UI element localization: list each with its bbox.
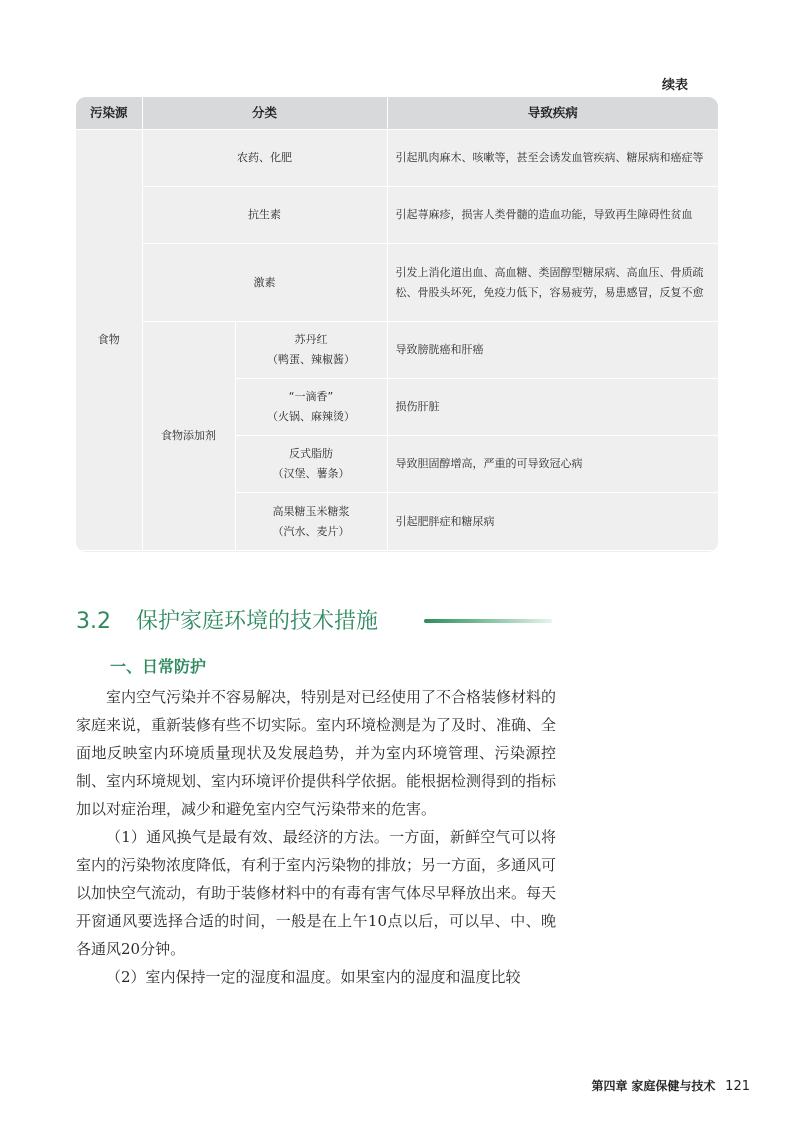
disease-cell: 损伤肝脏: [387, 379, 718, 436]
additive-cell: [235, 493, 387, 551]
table-row: [76, 130, 718, 187]
footer-chapter-title: 家庭保健与技术: [631, 1079, 716, 1093]
disease-cell: 引起肥胖症和糖尿病: [387, 493, 718, 551]
additive-name: “一滴香”: [288, 390, 334, 403]
table-row: [76, 244, 718, 322]
table-row: [76, 187, 718, 244]
source-cell: 食物: [76, 130, 142, 551]
paragraph: 室内空气污染并不容易解决，特别是对已经使用了不合格装修材料的家庭来说，重新装修有些不切实际。室内环境检测是为了及时、准确、全面地反映室内环境质量现状及发展趋势，并为室内环境管理、污染源控制、室内环境规划、室内环境评价提供科学依据。能根据检测得到的指标加以对症治理，减少和避免室内空气污染带来的危害。: [76, 688, 557, 818]
continued-label: 续表: [661, 78, 688, 93]
disease-cell: 引起肌肉麻木、咳嗽等，甚至会诱发血管疾病、糖尿病和癌症等: [387, 130, 718, 187]
header-disease: 导致疾病: [387, 97, 718, 130]
table-header-row: [76, 97, 718, 130]
additive-cell: [235, 379, 387, 436]
category-cell: 农药、化肥: [142, 130, 387, 187]
section-title-rule: [424, 619, 552, 623]
header-category: 分类: [142, 97, 387, 130]
subsection-title: 一、日常防护: [110, 657, 207, 676]
disease-cell: 导致胆固醇增高，严重的可导致冠心病: [387, 436, 718, 493]
header-source: 污染源: [76, 97, 142, 130]
additive-name: 高果糖玉米糖浆: [272, 504, 350, 518]
pollution-table: [76, 97, 718, 552]
disease-cell: 引发上消化道出血、高血糖、类固醇型糖尿病、高血压、骨质疏松、骨股头坏死，免疫力低下，容易疲劳，易患感冒，反复不愈: [387, 244, 718, 322]
disease-cell: 导致膀胱癌和肝癌: [387, 322, 718, 379]
page-footer: [520, 1077, 750, 1094]
page-number: 121: [725, 1079, 750, 1094]
additive-name: 苏丹红: [294, 333, 328, 346]
body-text: [76, 683, 556, 991]
additive-name: 反式脂肪: [289, 447, 333, 460]
footer-chapter: 第四章: [591, 1079, 628, 1093]
table-row: [76, 322, 718, 379]
paragraph: （1）通风换气是最有效、最经济的方法。一方面，新鲜空气可以将室内的污染物浓度降低，有利于室内污染物的排放；另一方面，多通风可以加快空气流动，有助于装修材料中的有毒有害气体尽早释放出来。每天开窗通风要选择合适的时间，一般是在上午10点以后，可以早、中、晚各通风20分钟。: [76, 828, 557, 958]
category-cell: 抗生素: [142, 187, 387, 244]
section-number: 3.2: [76, 609, 111, 634]
additive-cell: [235, 436, 387, 493]
paragraph: （2）室内保持一定的湿度和温度。如果室内的湿度和温度比较: [106, 968, 521, 986]
additive-example: （汽水、麦片）: [272, 524, 350, 538]
additive-group-cell: 食物添加剂: [142, 322, 235, 551]
additive-cell: [235, 322, 387, 379]
section-title-text: 保护家庭环境的技术措施: [136, 609, 379, 634]
additive-example: （汉堡、薯条）: [272, 467, 350, 480]
disease-cell: 引起荨麻疹，损害人类骨髓的造血功能，导致再生障碍性贫血: [387, 187, 718, 244]
additive-example: （鸭蛋、辣椒酱）: [267, 353, 355, 366]
additive-example: （火锅、麻辣烫）: [267, 410, 355, 423]
category-cell: 激素: [142, 244, 387, 322]
